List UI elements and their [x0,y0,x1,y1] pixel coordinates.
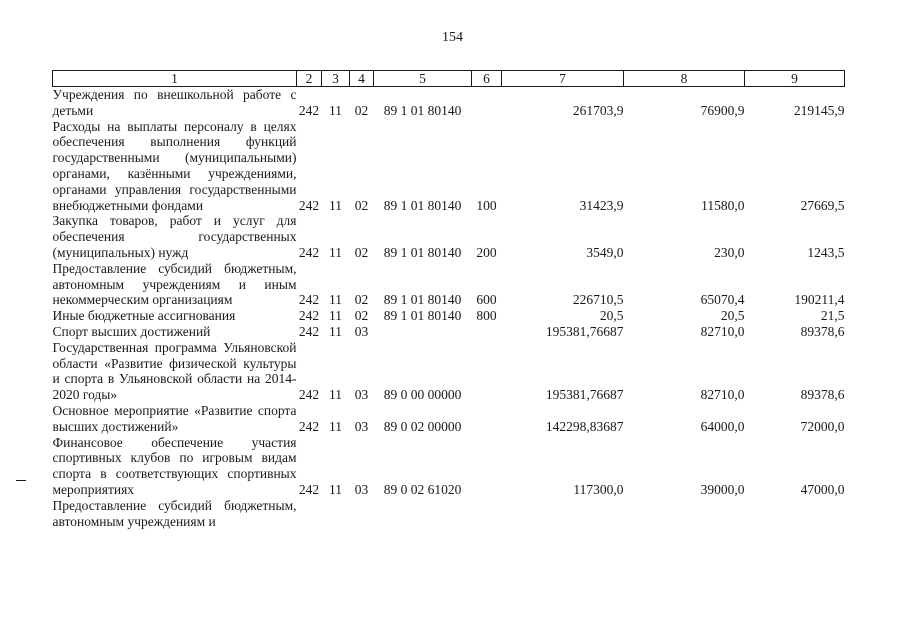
subsection-code: 03 [354,418,369,434]
section-code: 11 [329,308,342,324]
subsection-code: 03 [354,387,369,403]
header-cell: 1 [53,71,297,87]
ministry-code: 242 [298,197,320,213]
table-row [53,87,845,119]
section-code: 11 [329,292,342,308]
expense-type [472,87,502,119]
expense-name: Основное мероприятие «Развитие спорта высших достижений» [52,402,297,434]
amount-col9: 27669,5 [800,197,845,213]
target-article [374,324,472,340]
amount-col9 [745,498,845,530]
expense-type: 200 [476,244,497,260]
amount-col7: 195381,76687 [545,387,624,403]
amount-col7: 261703,9 [572,102,624,118]
subsection-code: 02 [354,308,369,324]
amount-col9: 21,5 [820,308,845,324]
table-row [53,435,845,498]
section-code: 11 [329,418,342,434]
ministry-code: 242 [298,244,320,260]
expense-name: Закупка товаров, работ и услуг для обеспечения государственных (муниципальных) нужд [52,213,297,260]
table-row [53,324,845,340]
amount-col9: 89378,6 [800,387,845,403]
amount-col8: 11580,0 [701,197,745,213]
target-article: 89 1 01 80140 [383,102,462,118]
expense-name: Предоставление субсидий бюджетным, автономным учреждениям и [52,497,297,529]
expense-type [472,435,502,498]
amount-col8: 20,5 [720,308,745,324]
amount-col8 [624,498,745,530]
section-code [322,498,350,530]
target-article: 89 0 02 00000 [383,418,462,434]
subsection-code: 02 [354,197,369,213]
amount-col8: 64000,0 [700,418,745,434]
amount-col9: 47000,0 [800,481,845,497]
margin-dash [16,480,26,481]
target-article: 89 1 01 80140 [383,244,462,260]
amount-col7 [502,498,624,530]
subsection-code: 02 [354,102,369,118]
expense-name: Предоставление субсидий бюджетным, автономным учреждениям и иным некоммерческим организациям [52,260,297,308]
amount-col7: 3549,0 [586,244,624,260]
header-cell: 9 [745,71,845,87]
section-code: 11 [329,197,342,213]
table-row [53,119,845,214]
amount-col9: 1243,5 [807,244,845,260]
amount-col7: 117300,0 [573,481,624,497]
subsection-code: 03 [354,323,369,339]
subsection-code: 02 [354,244,369,260]
expense-name: Государственная программа Ульяновской области «Развитие физической культуры и спорта в Ульяновской области на 2014-2020 годы» [52,339,297,403]
amount-col8: 82710,0 [700,387,745,403]
ministry-code [297,498,322,530]
section-code: 11 [329,102,342,118]
expense-name: Учреждения по внешкольной работе с детьми [52,87,297,118]
table-row [53,403,845,435]
amount-col7: 195381,76687 [545,323,624,339]
amount-col8: 82710,0 [700,323,745,339]
subsection-code: 03 [354,481,369,497]
amount-col9: 72000,0 [800,418,845,434]
header-cell: 2 [297,71,322,87]
section-code: 11 [329,244,342,260]
table-row [53,261,845,308]
amount-col9: 219145,9 [793,102,845,118]
ministry-code: 242 [298,292,320,308]
section-code: 11 [329,323,342,339]
ministry-code: 242 [298,481,320,497]
ministry-code: 242 [298,418,320,434]
table-row [53,498,845,530]
amount-col8: 230,0 [714,244,745,260]
expense-type: 800 [476,308,497,324]
ministry-code: 242 [298,323,320,339]
expense-name: Иные бюджетные ассигнования [52,308,236,324]
expense-type [472,324,502,340]
expense-name: Спорт высших достижений [52,323,211,339]
header-cell: 8 [624,71,745,87]
budget-table [52,70,845,529]
expense-type [472,340,502,403]
header-cell: 4 [350,71,374,87]
header-cell: 6 [472,71,502,87]
amount-col7: 20,5 [599,308,624,324]
amount-col8: 39000,0 [700,481,745,497]
target-article: 89 0 02 61020 [383,481,462,497]
amount-col7: 226710,5 [572,292,624,308]
section-code: 11 [329,387,342,403]
expense-name: Финансовое обеспечение участия спортивных клубов по игровым видам спорта в соответствующих спортивных мероприятиях [52,434,297,497]
target-article: 89 0 00 00000 [383,387,462,403]
table-row [53,213,845,260]
header-cell: 3 [322,71,350,87]
subsection-code [350,498,374,530]
amount-col7: 142298,83687 [545,418,624,434]
section-code: 11 [329,481,342,497]
amount-col8: 76900,9 [700,102,745,118]
amount-col9: 89378,6 [800,323,845,339]
expense-type [472,403,502,435]
expense-type: 100 [476,197,497,213]
amount-col9: 190211,4 [794,292,845,308]
ministry-code: 242 [298,102,320,118]
expense-name: Расходы на выплаты персоналу в целях обеспечения выполнения функций государственными (муниципальными) органами, казёнными учреждениями, органами управления государственными внебюджетными фондами [52,118,297,213]
ministry-code: 242 [298,308,320,324]
table-row [53,308,845,324]
target-article: 89 1 01 80140 [383,197,462,213]
header-cell: 5 [374,71,472,87]
amount-col7: 31423,9 [579,197,624,213]
ministry-code: 242 [298,387,320,403]
expense-type [472,498,502,530]
target-article: 89 1 01 80140 [383,292,462,308]
target-article: 89 1 01 80140 [383,308,462,324]
subsection-code: 02 [354,292,369,308]
header-row [53,71,845,87]
expense-type: 600 [476,292,497,308]
header-cell: 7 [502,71,624,87]
target-article [374,498,472,530]
page-number: 154 [442,30,463,45]
amount-col8: 65070,4 [700,292,745,308]
table-row [53,340,845,403]
